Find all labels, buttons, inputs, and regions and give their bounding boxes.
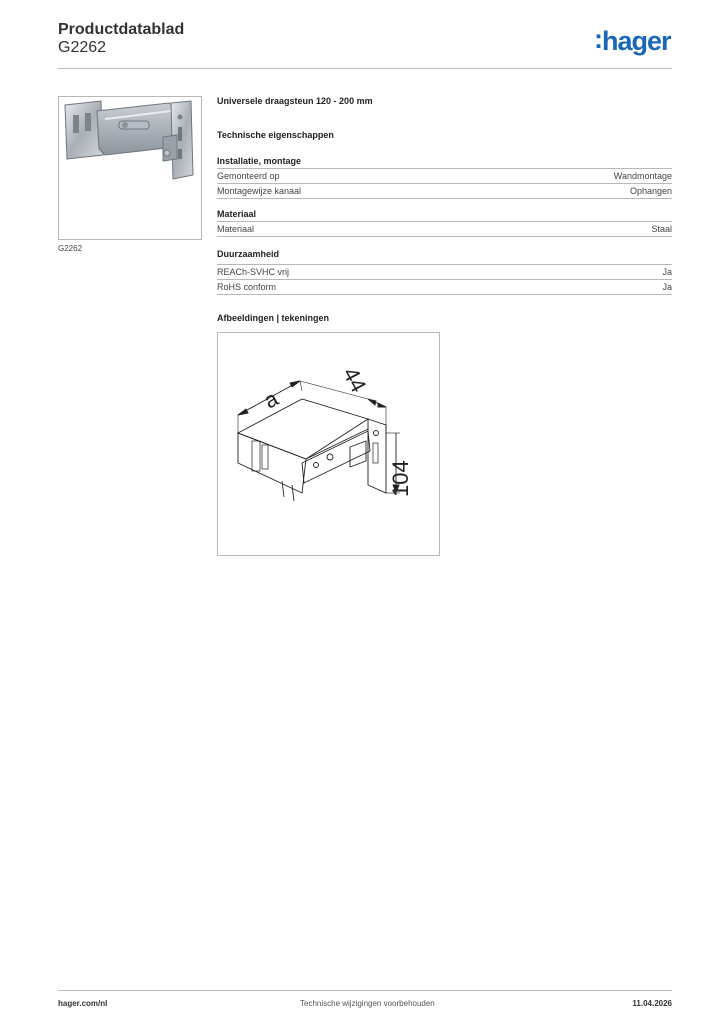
spec-value: Staal <box>651 224 672 234</box>
page-title: Productdatablad <box>58 21 185 38</box>
spec-value: Ja <box>662 282 672 292</box>
spec-row <box>217 264 672 279</box>
logo-mark: : <box>594 24 602 54</box>
drawings-title: Afbeeldingen | tekeningen <box>217 313 330 323</box>
row-divider <box>217 294 672 295</box>
spec-row <box>217 183 672 198</box>
spec-value: Ophangen <box>629 186 672 196</box>
spec-row <box>217 279 672 294</box>
spec-row <box>217 221 672 236</box>
footer-date: 11.04.2026 <box>632 999 672 1008</box>
group-title-installation: Installatie, montage <box>217 156 302 166</box>
dimension-a-label: a <box>259 385 283 414</box>
spec-key: Materiaal <box>217 224 255 234</box>
row-divider <box>217 198 672 199</box>
dimension-height-label: 104 <box>388 460 413 497</box>
bracket-photo-illustration <box>59 97 201 239</box>
spec-value: Ja <box>662 267 672 277</box>
product-code: G2262 <box>58 39 107 56</box>
photo-caption: G2262 <box>58 244 83 253</box>
bracket-line-drawing <box>218 333 439 555</box>
product-title: Universele draagsteun 120 - 200 mm <box>217 96 373 106</box>
section-title-technical: Technische eigenschappen <box>217 130 334 140</box>
row-divider <box>217 236 672 237</box>
group-title-material: Materiaal <box>217 209 257 219</box>
spec-key: Gemonteerd op <box>217 171 280 181</box>
technical-drawing <box>217 332 440 556</box>
spec-key: Montagewijze kanaal <box>217 186 302 196</box>
dimension-depth-label: 44 <box>337 363 372 397</box>
hager-logo <box>594 26 671 57</box>
group-title-sustainability: Duurzaamheid <box>217 249 280 259</box>
footer-disclaimer: Technische wijzigingen voorbehouden <box>300 999 435 1008</box>
footer-divider <box>58 990 672 991</box>
spec-value: Wandmontage <box>613 171 672 181</box>
spec-row <box>217 168 672 183</box>
spec-key: REACh-SVHC vrij <box>217 267 290 277</box>
spec-key: RoHS conform <box>217 282 277 292</box>
logo-text: hager <box>602 26 671 56</box>
product-photo <box>58 96 202 240</box>
header-divider <box>58 68 672 69</box>
footer-website-link[interactable]: hager.com/nl <box>58 999 108 1008</box>
